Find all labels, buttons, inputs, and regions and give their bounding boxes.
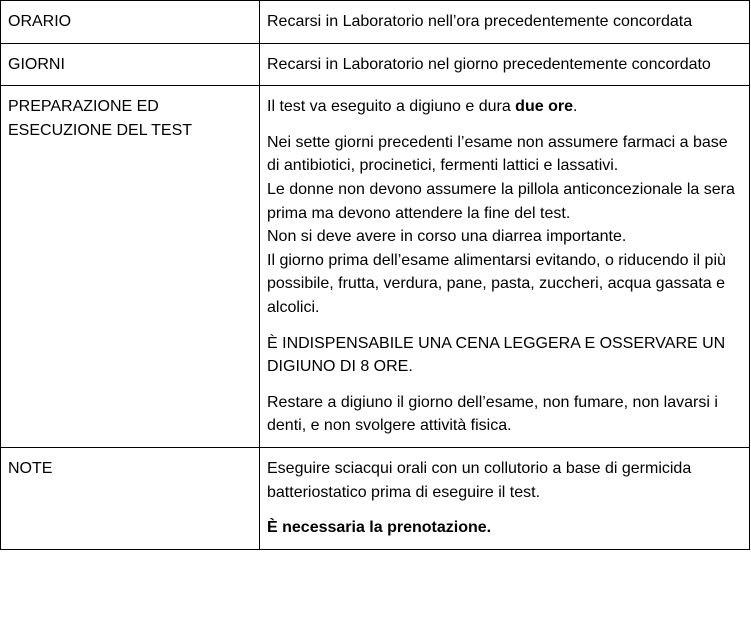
giorni-text: Recarsi in Laboratorio nel giorno precedentemente concordato <box>267 55 711 73</box>
instruction-line: Non si deve avere in corso una diarrea importante. <box>267 228 627 246</box>
instruction-line: Il giorno prima dell’esame alimentarsi evitando, o riducendo il più possibile, frutta, verdura, pane, pasta, zuccheri, acqua gassata e alcolici. <box>267 251 726 316</box>
row-content-note <box>260 447 750 549</box>
row-content-giorni <box>260 43 750 86</box>
table-row-giorni <box>1 43 750 86</box>
instruction-line: Nei sette giorni precedenti l’esame non assumere farmaci a base di antibiotici, procinetici, fermenti lattici e lassativi. <box>267 133 728 175</box>
table-row-preparazione <box>1 86 750 448</box>
note-booking <box>267 516 742 540</box>
row-content-orario <box>260 1 750 44</box>
preparazione-warning: È INDISPENSABILE UNA CENA LEGGERA E OSSERVARE UN DIGIUNO DI 8 ORE. <box>267 334 726 376</box>
row-label-giorni: GIORNI <box>1 43 260 86</box>
intro-end: . <box>572 98 578 116</box>
note-text: Eseguire sciacqui orali con un collutorio a base di germicida batteriostatico prima di eseguire il test. <box>267 459 692 501</box>
intro-text: Il test va eseguito a digiuno e dura <box>267 98 516 116</box>
intro-duration: due ore <box>515 98 573 116</box>
preparazione-instructions <box>267 131 742 320</box>
instruction-line: Le donne non devono assumere la pillola anticoncezionale la sera prima ma devono attendere la fine del test. <box>267 180 735 222</box>
row-label-note: NOTE <box>1 447 260 549</box>
preparazione-closing: Restare a digiuno il giorno dell’esame, non fumare, non lavarsi i denti, e non svolgere attività fisica. <box>267 393 718 435</box>
table-row-note <box>1 447 750 549</box>
row-label-preparazione: PREPARAZIONE ED ESECUZIONE DEL TEST <box>1 86 260 448</box>
row-label-orario: ORARIO <box>1 1 260 44</box>
orario-text: Recarsi in Laboratorio nell’ora precedentemente concordata <box>267 13 693 30</box>
booking-required: È necessaria la prenotazione. <box>267 519 492 537</box>
preparazione-intro <box>267 95 742 119</box>
table-row-orario <box>1 1 750 44</box>
row-content-preparazione <box>260 86 750 448</box>
